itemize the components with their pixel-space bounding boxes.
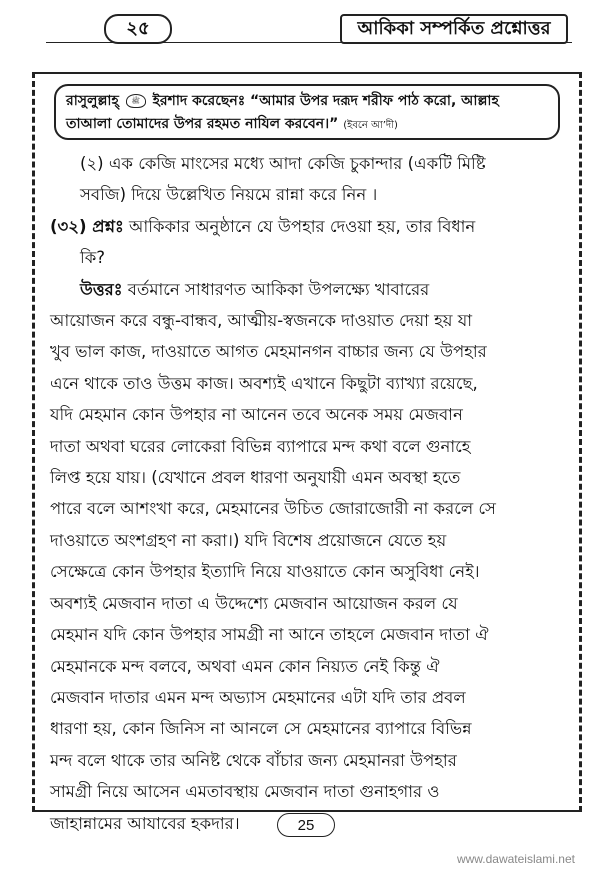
para-2-line-2: সবজি) দিয়ে উল্লেখিত নিয়মে রান্না করে নিন ।	[80, 185, 378, 205]
answer-line: আয়োজন করে বন্ধু-বান্ধব, আত্মীয়-স্বজনকে দাওয়াত দেয়া হয় যা	[50, 311, 473, 331]
answer-line: লিপ্ত হয়ে যায়। (যেখানে প্রবল ধারণা অনুযায়ী এমন অবস্থা হতে	[50, 468, 461, 488]
answer-line: মেজবান দাতার এমন মন্দ অভ্যাস মেহমানের এটা যদি তার প্রবল	[50, 687, 466, 707]
answer-line: মন্দ বলে থাকে তার অনিষ্ট থেকে বাঁচার জন্য মেহমানরা উপহার	[50, 750, 457, 770]
answer-paragraph	[50, 305, 562, 808]
answer-line: অবশ্যই মেজবান দাতা এ উদ্দেশ্যে মেজবান আয়োজন করল যে	[50, 593, 458, 613]
answer-line: দাওয়াতে অংশগ্রহণ না করা।) যদি বিশেষ প্রয়োজনে যেতে হয়	[50, 530, 447, 550]
answer-text-1: বর্তমানে সাধারণত আকিকা উপলক্ষ্যে খাবারের	[127, 279, 430, 299]
answer-line-1	[50, 274, 562, 305]
answer-label: উত্তরঃ	[80, 279, 123, 299]
answer-line: সামগ্রী নিয়ে আসেন এমতাবস্থায় মেজবান দাতা গুনাহগার ও	[50, 782, 440, 802]
question-line-2: কি?	[80, 248, 106, 268]
answer-line: সেক্ষেত্রে কোন উপহার ইত্যাদি নিয়ে যাওয়াতে কোন অসুবিধা নেই।	[50, 562, 480, 582]
question-text-1: আকিকার অনুষ্ঠানে যে উপহার দেওয়া হয়, তার বিধান	[129, 216, 476, 236]
answer-line: পারে বলে আশংখা করে, মেহমানের উচিত জোরাজোরী না করলে সে	[50, 499, 496, 519]
answer-line: মেহমানকে মন্দ বলবে, অথবা এমন কোন নিয়্যত নেই কিন্তু ঐ	[50, 656, 440, 676]
hadith-source: (ইবনে আ’দী)	[343, 120, 398, 131]
answer-line: মেহমান যদি কোন উপহার সামগ্রী না আনে তাহলে মেজবান দাতা ঐ	[50, 625, 489, 645]
hadith-text-2: তাআলা তোমাদের উপর রহমত নাযিল করবেন।”	[66, 116, 339, 132]
answer-last-line: জাহান্নামের আযাবের হকদার।	[50, 813, 240, 833]
answer-line: এনে থাকে তাও উত্তম কাজ। অবশ্যই এখানে কিছুটা ব্যাখ্যা রয়েছে,	[50, 373, 478, 393]
question-label: (৩২) প্রশ্নঃ	[50, 216, 124, 236]
hadith-line-2	[66, 113, 548, 137]
para-2-line-1: (২) এক কেজি মাংসের মধ্যে আদা কেজি চুকান্দার (একটি মিষ্টি	[80, 154, 486, 173]
hadith-line-1	[66, 90, 548, 113]
header-divider	[46, 42, 572, 43]
hadith-box	[54, 84, 560, 140]
answer-line: যদি মেহমান কোন উপহার না আনেন তবে অনেক সময় মেজবান	[50, 405, 463, 425]
hadith-prophet-name: রাসুলুল্লাহ্	[66, 93, 119, 109]
hadith-text-1: ইরশাদ করেছেনঃ “আমার উপর দরূদ শরীফ পাঠ করো, আল্লাহ	[152, 93, 499, 109]
answer-line: ধারণা হয়, কোন জিনিস না আনলে সে মেহমানের ব্যাপারে বিভিন্ন	[50, 719, 472, 739]
footer-url: www.dawateislami.net	[456, 852, 575, 866]
running-header-title: আকিকা সম্পর্কিত প্রশ্নোত্তর	[340, 14, 568, 44]
body-content	[50, 148, 562, 839]
question-line-1	[50, 211, 562, 242]
answer-line: দাতা অথবা ঘরের লোকেরা বিভিন্ন ব্যাপারে মন্দ কথা বলে গুনাহে	[50, 436, 471, 456]
salawat-icon: ﷺ	[126, 94, 146, 108]
page-number-bengali: ২৫	[104, 14, 172, 44]
answer-line: খুব ভাল কাজ, দাওয়াতে আগত মেহমানগন বাচ্চার জন্য যে উপহার	[50, 342, 487, 362]
page-number-footer: 25	[277, 813, 335, 837]
